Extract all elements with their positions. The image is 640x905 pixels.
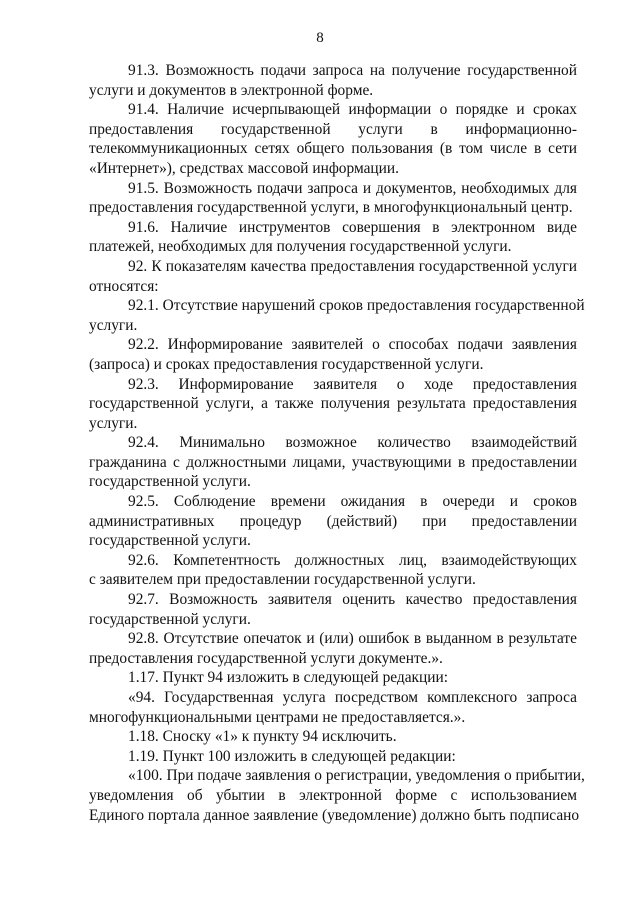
text-line: 1.19. Пункт 100 изложить в следующей редакции: [128, 747, 456, 765]
text-line: 92.8. Отсутствие опечаток и (или) ошибок в выданном в результате [128, 630, 577, 648]
text-line: с заявителем при предоставлении государственной услуги. [89, 571, 476, 589]
text-line: 91.3. Возможность подачи запроса на получение государственной [128, 62, 577, 79]
text-line: услуги. [89, 316, 138, 334]
text-line: «Интернет»), средствах массовой информации. [89, 159, 399, 177]
text-line: 92.3. Информирование заявителя о ходе предоставления [128, 375, 577, 393]
text-line: предоставления государственной услуги, в многофункциональный центр. [89, 199, 573, 217]
paragraph-91-4 [89, 100, 577, 178]
paragraph-91-3 [89, 61, 577, 100]
document-body [89, 61, 585, 825]
text-line: государственной услуги. [89, 610, 251, 628]
paragraph-92-7 [89, 590, 577, 629]
text-line: «100. При подаче заявления о регистрации, уведомления о прибытии, [128, 767, 585, 785]
text-line: 92.5. Соблюдение времени ожидания в очереди и сроков [128, 493, 577, 511]
paragraph-92-1 [89, 296, 585, 335]
text-line: гражданина с должностными лицами, участвующими в предоставлении [89, 453, 577, 471]
text-line: услуги и документов в электронной форме. [89, 81, 374, 99]
paragraph-1-19 [89, 747, 577, 767]
text-line: 1.18. Сноску «1» к пункту 94 исключить. [128, 728, 397, 746]
text-line: государственной услуги. [89, 473, 251, 491]
text-line: 92.7. Возможность заявителя оценить качество предоставления [128, 591, 577, 609]
text-line: государственной услуги. [89, 532, 251, 550]
paragraph-92-8 [89, 629, 577, 668]
text-line: Единого портала данное заявление (уведомление) должно быть подписано [89, 806, 580, 824]
text-line: 1.17. Пункт 94 изложить в следующей редакции: [128, 669, 449, 687]
paragraph-92-3 [89, 375, 577, 434]
paragraph-92-5 [89, 492, 577, 551]
text-line: 91.4. Наличие исчерпывающей информации о порядке и сроках [128, 101, 577, 119]
paragraph-94-quote [89, 688, 577, 727]
paragraph-92 [89, 257, 577, 296]
text-line: 92. К показателям качества предоставления государственной услуги [128, 257, 577, 275]
text-line: уведомления об убытии в электронной форме с использованием [89, 786, 577, 804]
text-line: 91.5. Возможность подачи запроса и документов, необходимых для [128, 179, 577, 197]
text-line: 92.2. Информирование заявителей о способах подачи заявления [128, 336, 577, 354]
text-line: услуги. [89, 414, 138, 432]
text-line: «94. Государственная услуга посредством комплексного запроса [128, 689, 577, 706]
text-line: многофункциональными центрами не предоставляется.». [89, 708, 466, 726]
page-number: 8 [316, 30, 324, 46]
paragraph-91-5 [89, 179, 577, 218]
text-line: относятся: [89, 277, 159, 295]
paragraph-92-4 [89, 433, 577, 492]
text-line: 91.6. Наличие инструментов совершения в электронном виде [128, 218, 577, 236]
text-line: 92.1. Отсутствие нарушений сроков предоставления государственной [128, 297, 585, 315]
text-line: предоставления государственной услуги документе.». [89, 649, 443, 667]
text-line: 92.4. Минимально возможное количество взаимодействий [128, 434, 577, 452]
paragraph-92-6 [89, 551, 577, 590]
paragraph-1-17 [89, 668, 577, 688]
paragraph-91-6 [89, 218, 577, 257]
paragraph-100-quote [89, 766, 585, 825]
text-line: (запроса) и сроках предоставления государственной услуги. [89, 355, 484, 373]
text-line: административных процедур (действий) при предоставлении [89, 512, 577, 530]
text-line: 92.6. Компетентность должностных лиц, взаимодействующих [128, 551, 577, 569]
paragraph-92-2 [89, 335, 577, 374]
text-line: телекоммуникационных сетях общего пользования (в том числе в сети [89, 140, 577, 158]
text-line: государственной услуги, а также получения результата предоставления [89, 395, 577, 413]
text-line: предоставления государственной услуги в информационно- [89, 120, 577, 138]
text-line: платежей, необходимых для получения государственной услуги. [89, 238, 512, 256]
paragraph-1-18 [89, 727, 577, 747]
